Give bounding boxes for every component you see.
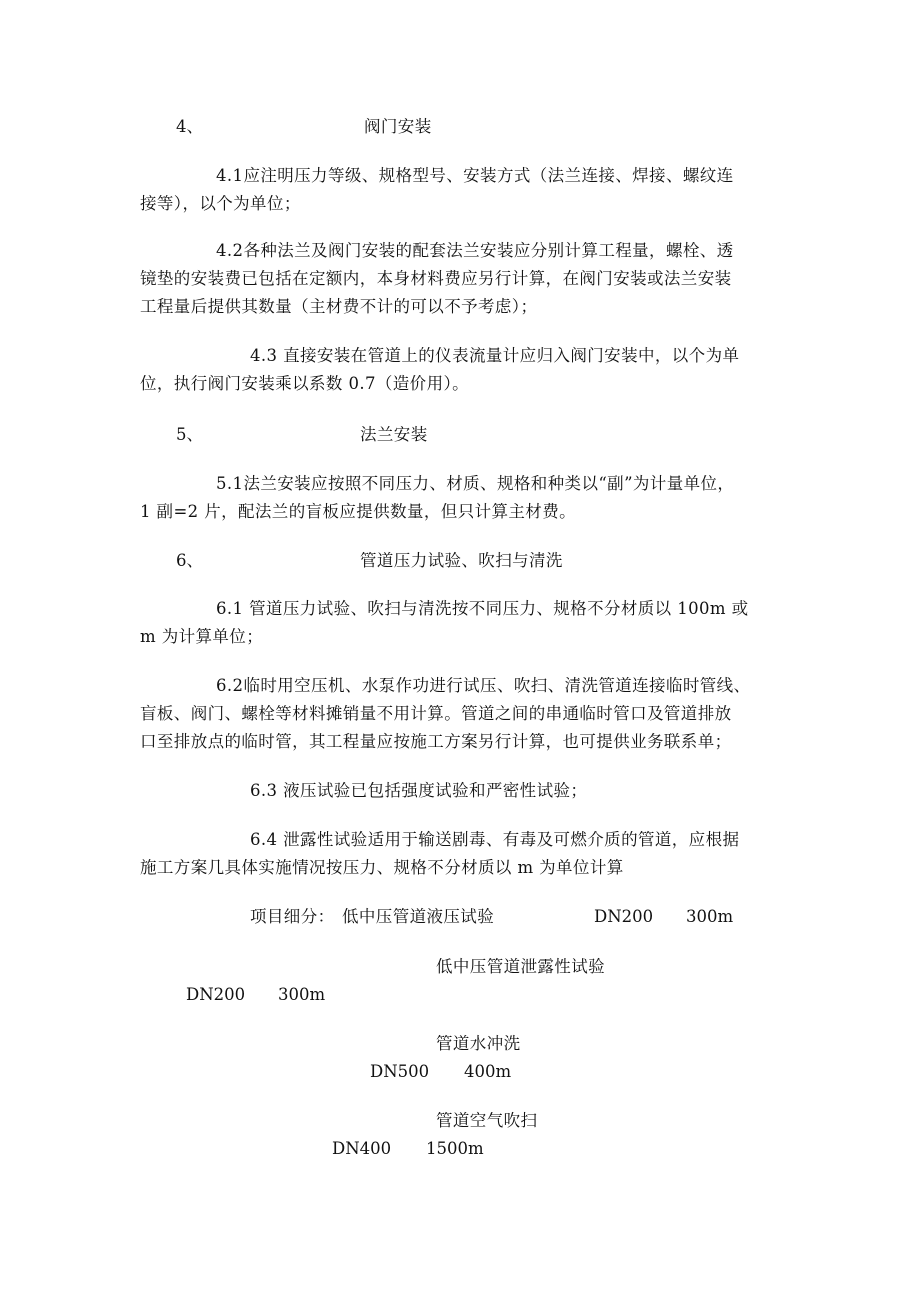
section-number: 4、 bbox=[176, 117, 203, 136]
text-line: 4.3 直接安装在管道上的仪表流量计应归入阀门安装中，以个为单 bbox=[250, 346, 740, 365]
text-line: 口至排放点的临时管，其工程量应按施工方案另行计算，也可提供业务联系单； bbox=[140, 732, 732, 751]
text-line: 4.2各种法兰及阀门安装的配套法兰安装应分别计算工程量，螺栓、透 bbox=[216, 241, 734, 260]
item-qty: 300m bbox=[686, 907, 734, 926]
text-line: 1 副=2 片，配法兰的盲板应提供数量，但只计算主材费。 bbox=[140, 502, 577, 521]
text-line: 6.1 管道压力试验、吹扫与清洗按不同压力、规格不分材质以 100m 或 bbox=[216, 599, 749, 618]
section-title: 阀门安装 bbox=[364, 117, 432, 136]
text-line: 盲板、阀门、螺栓等材料摊销量不用计算。管道之间的串通临时管口及管道排放 bbox=[140, 704, 732, 723]
item-name: 管道空气吹扫 bbox=[436, 1111, 538, 1130]
text-line: 4.1应注明压力等级、规格型号、安装方式（法兰连接、焊接、螺纹连 bbox=[216, 166, 734, 185]
section-title: 法兰安装 bbox=[360, 425, 428, 444]
text-line: 6.3 液压试验已包括强度试验和严密性试验； bbox=[250, 781, 588, 800]
section-number: 6、 bbox=[176, 551, 203, 570]
item-spec: DN200 bbox=[594, 907, 654, 926]
item-name: 管道水冲洗 bbox=[436, 1034, 521, 1053]
item-qty: 1500m bbox=[426, 1139, 484, 1158]
section-title: 管道压力试验、吹扫与清洗 bbox=[360, 551, 563, 570]
text-line: 镜垫的安装费已包括在定额内，本身材料费应另行计算，在阀门安装或法兰安装 bbox=[140, 269, 732, 288]
text-line: 位，执行阀门安装乘以系数 0.7（造价用）。 bbox=[140, 374, 470, 393]
item-spec: DN200 bbox=[186, 985, 246, 1004]
text-line: 6.2临时用空压机、水泵作功进行试压、吹扫、清洗管道连接临时管线、 bbox=[216, 676, 751, 695]
item-name: 低中压管道泄露性试验 bbox=[436, 957, 605, 976]
item-spec: DN400 bbox=[332, 1139, 392, 1158]
text-line: 施工方案几具体实施情况按压力、规格不分材质以 m 为单位计算 bbox=[140, 858, 624, 877]
text-line: 6.4 泄露性试验适用于输送剧毒、有毒及可燃介质的管道，应根据 bbox=[250, 830, 740, 849]
text-line: 工程量后提供其数量（主材费不计的可以不予考虑）； bbox=[140, 297, 538, 316]
section-number: 5、 bbox=[176, 425, 203, 444]
item-spec: DN500 bbox=[370, 1062, 430, 1081]
item-qty: 400m bbox=[464, 1062, 512, 1081]
text-line: 接等），以个为单位； bbox=[140, 194, 301, 213]
text-line: m 为计算单位； bbox=[140, 627, 264, 646]
text-line: 5.1法兰安装应按照不同压力、材质、规格和种类以“副”为计量单位， bbox=[216, 474, 735, 493]
item-qty: 300m bbox=[278, 985, 326, 1004]
item-name: 低中压管道液压试验 bbox=[342, 907, 495, 926]
item-label: 项目细分： bbox=[250, 907, 335, 926]
